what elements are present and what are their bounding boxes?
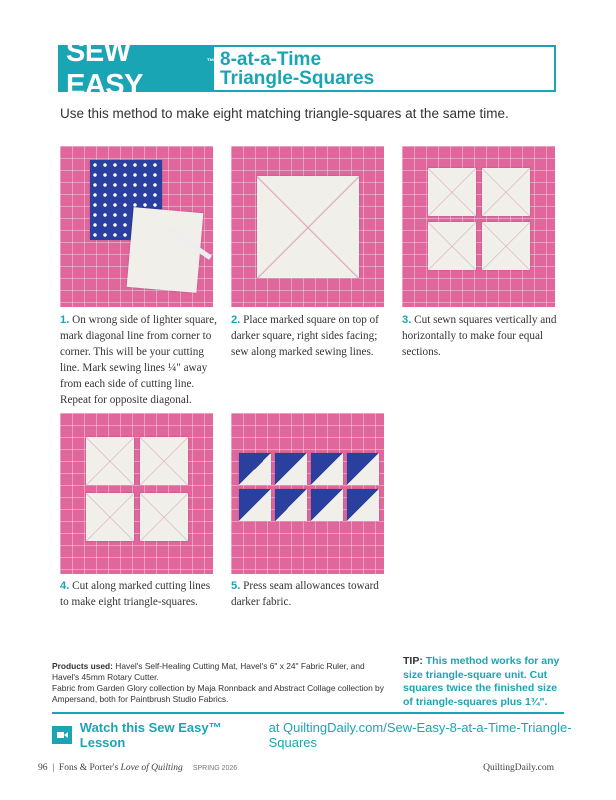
step-3-photo: [402, 146, 555, 307]
step-1-photo: [60, 146, 213, 307]
sew-easy-badge: SEW EASY ™: [60, 47, 214, 90]
divider: [52, 712, 564, 714]
step-2-photo: [231, 146, 384, 307]
intro-text: Use this method to make eight matching triangle-squares at the same time.: [60, 106, 509, 121]
page-footer: 96 | Fons & Porter's Love of Quilting SPRING 2026 QuiltingDaily.com: [38, 763, 554, 773]
step-2-caption: 2. Place marked square on top of darker square, right sides facing; sew along marked sewing lines.: [231, 314, 379, 358]
step-5-photo: [231, 413, 384, 574]
title-banner: [58, 35, 556, 101]
tip-box: TIP: This method works for any size triangle-square unit. Cut squares twice the finished size of triangle-squares plus 1¾".: [403, 655, 560, 708]
step-4-caption: 4. Cut along marked cutting lines to make eight triangle-squares.: [60, 580, 211, 608]
page-title: 8-at-a-Time Triangle-Squares: [220, 49, 375, 89]
products-used: Products used: Havel's Self-Healing Cutting Mat, Havel's 6" x 24" Fabric Ruler, and Havel's 45mm Rotary Cutter. Fabric from Garden Glory collection by Maja Ronnback and Abstract Collage collection by Ampersand, both for Paintbrush Studio Fabrics.: [52, 661, 384, 704]
watch-lesson-link[interactable]: Watch this Sew Easy™ Lesson at QuiltingDaily.com/Sew-Easy-8-at-a-Time-Triangle-Squares: [52, 720, 616, 750]
step-3-caption: 3. Cut sewn squares vertically and horizontally to make four equal sections.: [402, 314, 557, 358]
step-4-photo: [60, 413, 213, 574]
step-5-caption: 5. Press seam allowances toward darker fabric.: [231, 580, 379, 608]
step-1-caption: 1. On wrong side of lighter square, mark diagonal line from corner to corner. This will be your cutting line. Mark sewing lines ¼" away from each side of cutting line. Repeat for opposite diagonal.: [60, 314, 217, 406]
video-camera-icon: [52, 726, 72, 744]
